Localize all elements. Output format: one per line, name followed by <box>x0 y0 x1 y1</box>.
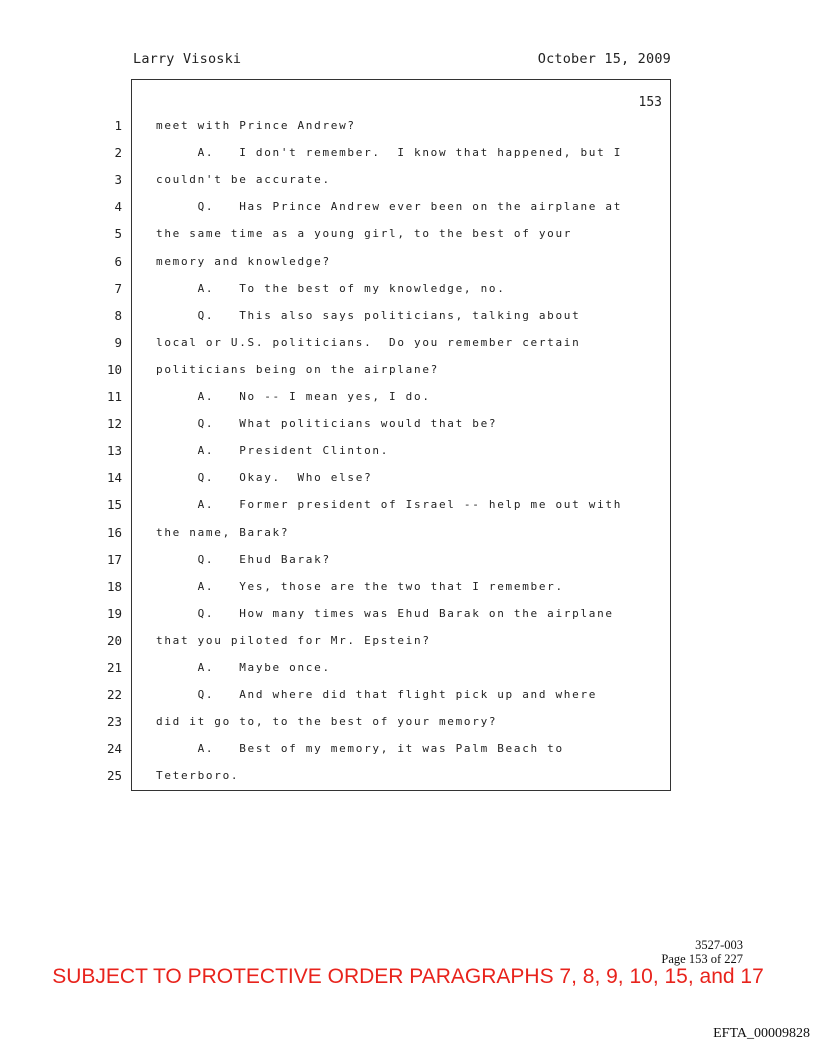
line-number: 3 <box>114 172 122 188</box>
transcript-line <box>0 552 816 579</box>
line-text: Q. This also says politicians, talking about <box>156 308 581 322</box>
line-number: 1 <box>114 118 122 133</box>
line-number: 6 <box>114 253 122 269</box>
transcript-line <box>0 308 816 335</box>
line-text: meet with Prince Andrew? <box>156 119 356 132</box>
line-number: 22 <box>106 687 122 703</box>
transcript-line <box>0 470 816 497</box>
transcript-header-date: October 15, 2009 <box>537 51 671 67</box>
transcript-line <box>0 687 816 714</box>
line-text: Teterboro. <box>156 769 240 783</box>
line-number: 10 <box>106 361 122 377</box>
line-text: A. I don't remember. I know that happened, but I <box>156 146 623 160</box>
transcript-line <box>0 172 816 199</box>
transcript-line <box>0 741 816 768</box>
line-text: A. Yes, those are the two that I remember. <box>156 579 564 593</box>
line-number: 16 <box>106 524 122 540</box>
line-number: 23 <box>106 714 122 730</box>
protective-order-notice: SUBJECT TO PROTECTIVE ORDER PARAGRAPHS 7, 8, 9, 10, 15, and 17 <box>52 965 764 988</box>
transcript-line <box>0 606 816 633</box>
line-text: local or U.S. politicians. Do you remember certain <box>156 335 581 349</box>
line-text: A. To the best of my knowledge, no. <box>156 281 506 295</box>
line-number: 20 <box>106 632 122 648</box>
line-number: 25 <box>106 768 122 784</box>
transcript-line <box>0 660 816 687</box>
case-number: 3527-003 <box>695 938 743 952</box>
transcript-line <box>0 145 816 172</box>
line-text: the same time as a young girl, to the best of your <box>156 227 573 241</box>
line-number: 18 <box>106 578 122 594</box>
line-text: A. President Clinton. <box>156 444 390 458</box>
page-number: 153 <box>638 95 662 110</box>
bates-number: EFTA_00009828 <box>713 1026 810 1041</box>
transcript-line <box>0 335 816 362</box>
line-text: Q. How many times was Ehud Barak on the airplane <box>156 606 614 620</box>
line-number: 8 <box>114 307 122 323</box>
line-number: 14 <box>106 470 122 486</box>
line-text: Q. And where did that flight pick up and where <box>156 688 598 702</box>
line-text: that you piloted for Mr. Epstein? <box>156 633 431 647</box>
line-text: A. No -- I mean yes, I do. <box>156 390 431 403</box>
line-number: 13 <box>106 443 122 459</box>
transcript-line <box>0 579 816 606</box>
line-number: 17 <box>106 551 122 567</box>
transcript-line <box>0 633 816 660</box>
transcript-line <box>0 389 816 416</box>
transcript-line <box>0 199 816 226</box>
line-text: A. Best of my memory, it was Palm Beach to <box>156 742 564 756</box>
line-number: 12 <box>106 416 122 432</box>
line-text: memory and knowledge? <box>156 254 331 268</box>
line-number: 21 <box>106 660 122 675</box>
line-number: 7 <box>114 280 122 296</box>
transcript-line <box>0 497 816 524</box>
line-number: 24 <box>106 741 122 757</box>
transcript-line <box>0 226 816 253</box>
transcript-line <box>0 768 816 795</box>
transcript-line <box>0 714 816 741</box>
line-number: 4 <box>114 199 122 215</box>
line-text: Q. Ehud Barak? <box>156 552 331 566</box>
transcript-line <box>0 443 816 470</box>
line-text: A. Maybe once. <box>156 661 331 674</box>
line-text: Q. Okay. Who else? <box>156 471 373 485</box>
line-text: Q. Has Prince Andrew ever been on the airplane at <box>156 200 623 214</box>
transcript-line <box>0 416 816 443</box>
line-text: Q. What politicians would that be? <box>156 417 498 431</box>
line-number: 9 <box>114 334 122 350</box>
transcript-line <box>0 362 816 389</box>
line-number: 19 <box>106 605 122 621</box>
transcript-header-witness: Larry Visoski <box>133 51 242 67</box>
line-text: the name, Barak? <box>156 525 290 539</box>
transcript-line <box>0 525 816 552</box>
line-number: 11 <box>106 389 122 404</box>
line-number: 2 <box>114 145 122 161</box>
footer-case-info <box>661 938 743 966</box>
line-text: politicians being on the airplane? <box>156 362 439 376</box>
transcript-line <box>0 254 816 281</box>
transcript-line <box>0 118 816 145</box>
line-text: couldn't be accurate. <box>156 173 331 187</box>
line-number: 15 <box>106 497 122 513</box>
page-of-total: Page 153 of 227 <box>661 952 743 966</box>
transcript-line <box>0 281 816 308</box>
line-text: A. Former president of Israel -- help me out with <box>156 498 623 512</box>
line-number: 5 <box>114 226 122 242</box>
line-text: did it go to, to the best of your memory? <box>156 715 498 729</box>
